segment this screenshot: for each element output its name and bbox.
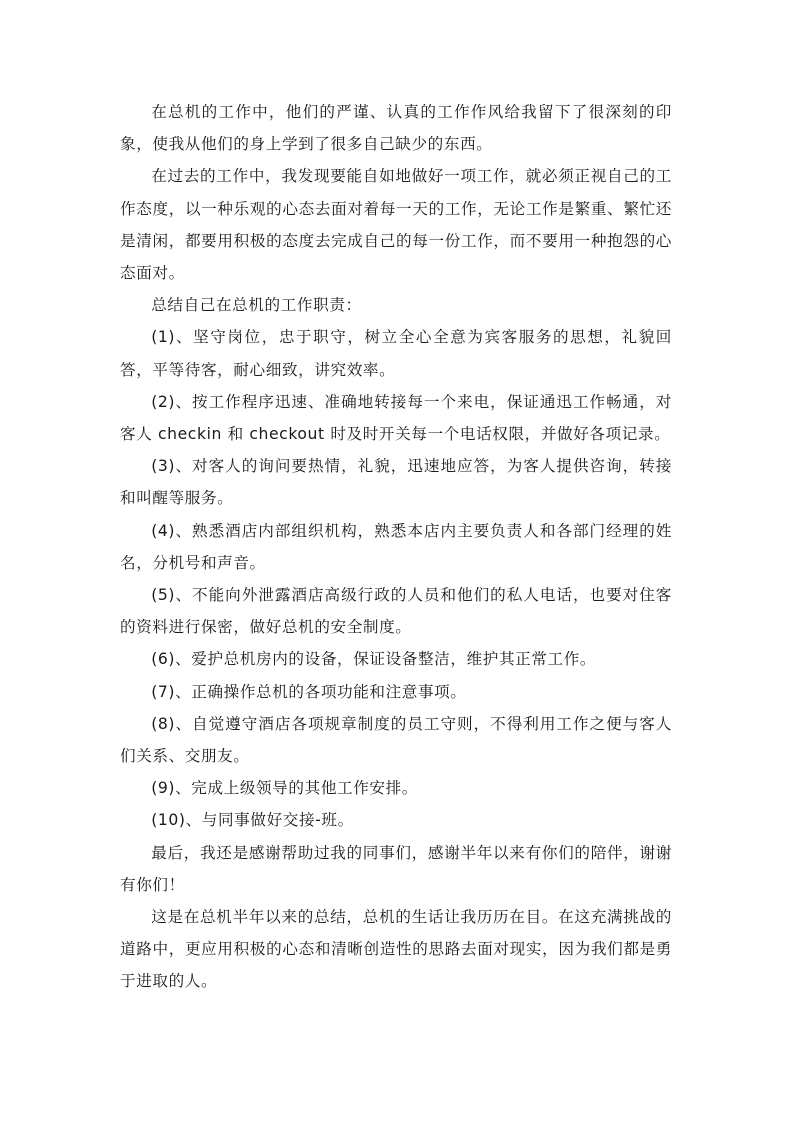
list-item-duty-8: (8)、自觉遵守酒店各项规章制度的员工守则，不得利用工作之便与客人们关系、交朋友。 — [120, 714, 672, 766]
list-item-duty-5: (5)、不能向外泄露酒店高级行政的人员和他们的私人电话，也要对住客的资料进行保密，做好总机的安全制度。 — [120, 586, 672, 637]
paragraph-intro-impression: 在总机的工作中，他们的严谨、认真的工作作风给我留下了很深刻的印象，使我从他们的身上学到了很多自己缺少的东西。 — [120, 103, 672, 154]
list-item-duty-7: (7)、正确操作总机的各项功能和注意事项。 — [151, 682, 467, 701]
paragraph-duties-heading: 总结自己在总机的工作职责： — [151, 296, 362, 315]
paragraph-thanks: 最后，我还是感谢帮助过我的同事们，感谢半年以来有你们的陪伴，谢谢有你们！ — [120, 843, 672, 894]
list-item-duty-4: (4)、熟悉酒店内部组织机构，熟悉本店内主要负责人和各部门经理的姓名，分机号和声音。 — [120, 521, 672, 572]
paragraph-work-attitude: 在过去的工作中，我发现要能自如地做好一项工作，就必须正视自己的工作态度，以一种乐观的心态去面对着每一天的工作，无论工作是繁重、繁忙还是清闲，都要用积极的态度去完成自己的每一份工作，而不要用一种抱怨的心态面对。 — [120, 167, 672, 283]
paragraph-conclusion: 这是在总机半年以来的总结，总机的生话让我历历在目。在这充满挑战的道路中，更应用积极的心态和清晰创造性的思路去面对现实，因为我们都是勇于进取的人。 — [120, 908, 672, 991]
list-item-duty-6: (6)、爱护总机房内的设备，保证设备整洁，维护其正常工作。 — [151, 650, 597, 669]
list-item-duty-3: (3)、对客人的询问要热情，礼貌，迅速地应答，为客人提供咨询，转接和叫醒等服务。 — [120, 457, 672, 508]
list-item-duty-1: (1)、坚守岗位，忠于职守，树立全心全意为宾客服务的思想，礼貌回答，平等待客，耐心细致，讲究效率。 — [120, 328, 672, 379]
document-body — [120, 96, 672, 998]
list-item-duty-10: (10)、与同事做好交接-班。 — [151, 811, 354, 830]
list-item-duty-2: (2)、按工作程序迅速、准确地转接每一个来电，保证通迅工作畅通，对客人 checkin 和 checkout 时及时开关每一个电话权限，并做好各项记录。 — [120, 392, 672, 444]
list-item-duty-9: (9)、完成上级领导的其他工作安排。 — [151, 779, 418, 798]
